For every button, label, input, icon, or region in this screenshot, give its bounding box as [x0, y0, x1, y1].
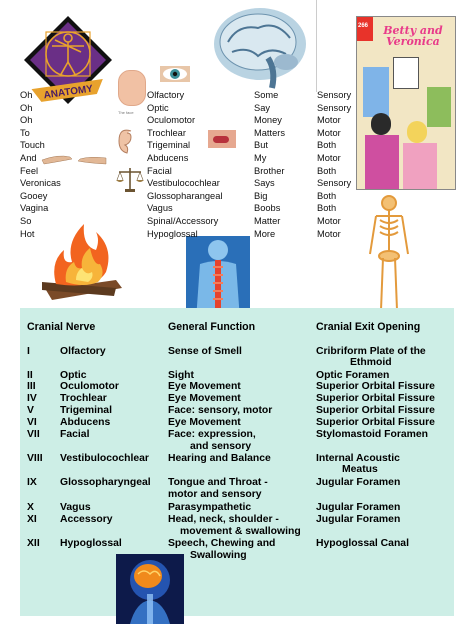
nerve-name: Hypoglossal	[147, 228, 198, 239]
skeleton-image	[364, 194, 414, 314]
nerve-name: Vestibulocochlear	[60, 453, 149, 464]
nerve-function: Hearing and Balance	[168, 453, 271, 464]
mnemonic-word: Hot	[20, 228, 35, 239]
nerve-name: Optic	[147, 102, 169, 113]
ear-image	[117, 128, 135, 154]
mnemonic-word: Touch	[20, 140, 45, 151]
mnemonic-word: Matter	[254, 215, 281, 226]
nerve-exit: Superior Orbital Fissure	[316, 405, 435, 416]
comic-cover	[356, 16, 456, 190]
nerve-name: Facial	[60, 429, 90, 440]
mnemonic-column-1	[20, 89, 61, 240]
nerve-name: Optic	[60, 370, 87, 381]
nerve-type: Motor	[317, 127, 341, 138]
balance-scale-image	[116, 166, 144, 192]
nerve-type: Motor	[317, 152, 341, 163]
nerve-exit: Jugular Foramen	[316, 514, 401, 525]
mnemonic-word: Says	[254, 178, 275, 189]
nerve-name: Glossopharangeal	[147, 190, 223, 201]
nerve-function: Speech, Chewing and	[168, 538, 276, 549]
nerve-number: XII	[27, 538, 40, 549]
nerve-exit: Optic Foramen	[316, 370, 390, 381]
nerve-number: I	[27, 346, 30, 357]
mnemonic-word: Matters	[254, 127, 285, 138]
nerve-exit-cont: Ethmoid	[350, 357, 392, 368]
nerve-function-cont: motor and sensory	[168, 489, 262, 500]
nerve-name: Trochlear	[147, 127, 186, 138]
nerve-type: Sensory	[317, 178, 352, 189]
nerve-function: Parasympathetic	[168, 502, 252, 513]
nerve-number: X	[27, 502, 34, 513]
nerve-type: Sensory	[317, 102, 352, 113]
nerve-type: Motor	[317, 228, 341, 239]
eye-image	[160, 66, 190, 82]
mnemonic-word: So	[20, 215, 32, 226]
nerve-function: Eye Movement	[168, 381, 241, 392]
baby-image	[118, 70, 146, 106]
nerve-name: Olfactory	[60, 346, 106, 357]
nerve-type: Sensory	[317, 90, 352, 100]
header-cranial-exit: Cranial Exit Opening	[316, 321, 421, 333]
nerve-exit-cont: Meatus	[342, 464, 378, 475]
nerve-number: VIII	[27, 453, 43, 464]
mnemonic-word: Gooey	[20, 190, 48, 201]
nerve-name: Oculomotor	[147, 115, 196, 126]
nerve-function: Sense of Smell	[168, 346, 242, 357]
nerve-exit: Superior Orbital Fissure	[316, 381, 435, 392]
nerve-exit: Superior Orbital Fissure	[316, 417, 435, 428]
nerve-type: Motor	[317, 115, 341, 126]
mnemonic-word: Veronicas	[20, 178, 61, 189]
nerve-number: III	[27, 381, 36, 392]
nerve-function: Head, neck, shoulder -	[168, 514, 279, 525]
mnemonic-word: Big	[254, 190, 268, 201]
nerve-name: Vestibulocochlear	[147, 178, 220, 189]
nerve-function: Tongue and Throat -	[168, 477, 268, 488]
mnemonic-column-3	[254, 89, 285, 240]
nerve-name: Trigeminal	[147, 140, 191, 151]
mnemonic-word: To	[20, 127, 30, 138]
mnemonic-word: Money	[254, 115, 282, 126]
nerve-name: Glossopharyngeal	[60, 477, 151, 488]
mnemonic-word: Say	[254, 102, 271, 113]
nerve-name: Trochlear	[60, 393, 107, 404]
nerve-number: VII	[27, 429, 40, 440]
nerve-exit: Superior Orbital Fissure	[316, 393, 435, 404]
nerve-function: Face: expression,	[168, 429, 256, 440]
nerve-name: Abducens	[60, 417, 111, 428]
nerve-number: IX	[27, 477, 37, 488]
brain-mri-image	[208, 2, 318, 94]
mnemonic-word: Oh	[20, 90, 33, 100]
nerve-number: V	[27, 405, 34, 416]
nerve-exit: Jugular Foramen	[316, 477, 401, 488]
nerve-name: Vagus	[60, 502, 91, 513]
nerve-number: VI	[27, 417, 37, 428]
nerve-exit: Hypoglossal Canal	[316, 538, 409, 549]
mnemonic-word: Some	[254, 90, 279, 100]
mnemonic-word: But	[254, 140, 268, 151]
mnemonic-word: More	[254, 228, 276, 239]
nerve-function: Eye Movement	[168, 417, 241, 428]
mnemonic-word: Brother	[254, 165, 285, 176]
nerve-name: Facial	[147, 165, 172, 176]
nerve-function-cont: movement & swallowing	[180, 526, 301, 537]
nerve-function-cont: and sensory	[190, 441, 252, 452]
nerve-exit: Cribriform Plate of the	[316, 346, 426, 357]
nerve-name: Oculomotor	[60, 381, 119, 392]
nerve-exit: Stylomastoid Foramen	[316, 429, 429, 440]
nerve-exit: Internal Acoustic	[316, 453, 400, 464]
divider	[316, 0, 317, 92]
nerve-function-cont: Swallowing	[190, 550, 247, 561]
nerve-function: Face: sensory, motor	[168, 405, 273, 416]
header-cranial-nerve: Cranial Nerve	[27, 321, 96, 333]
nerve-name: Olfactory	[147, 90, 185, 100]
comic-title: Betty and Veronica	[383, 24, 443, 48]
mnemonic-column-2	[147, 89, 222, 240]
comic-issue-number: 266	[358, 23, 369, 29]
mnemonic-word: Vagina	[20, 203, 49, 214]
nerve-type: Both	[317, 165, 337, 176]
nerve-type: Both	[317, 140, 337, 151]
nerve-number: IV	[27, 393, 37, 404]
nerve-name: Spinal/Accessory	[147, 215, 219, 226]
mnemonic-word: And	[20, 152, 37, 163]
mnemonic-word: Feel	[20, 165, 39, 176]
nerve-name: Vagus	[147, 203, 173, 214]
nerve-number: XI	[27, 514, 37, 525]
nerve-type: Both	[317, 203, 337, 214]
nerve-name: Hypoglossal	[60, 538, 122, 549]
nerve-name: Accessory	[60, 514, 113, 525]
mnemonic-word: Oh	[20, 102, 33, 113]
nerve-type: Both	[317, 190, 337, 201]
header-general-function: General Function	[168, 321, 256, 333]
nerve-name: Abducens	[147, 152, 189, 163]
nerve-name: Trigeminal	[60, 405, 112, 416]
mnemonic-word: Boobs	[254, 203, 281, 214]
nerve-number: II	[27, 370, 33, 381]
mnemonic-word: Oh	[20, 115, 33, 126]
nerve-function: Sight	[168, 370, 194, 381]
mnemonic-column-4	[317, 89, 351, 240]
head-xray-image	[116, 554, 184, 624]
anatomy-logo-text: ANATOMY	[43, 83, 94, 102]
nerve-function: Eye Movement	[168, 393, 241, 404]
nerve-exit: Jugular Foramen	[316, 502, 401, 513]
nerve-type: Motor	[317, 215, 341, 226]
mnemonic-word: My	[254, 152, 267, 163]
face-caption: The face	[118, 110, 134, 115]
